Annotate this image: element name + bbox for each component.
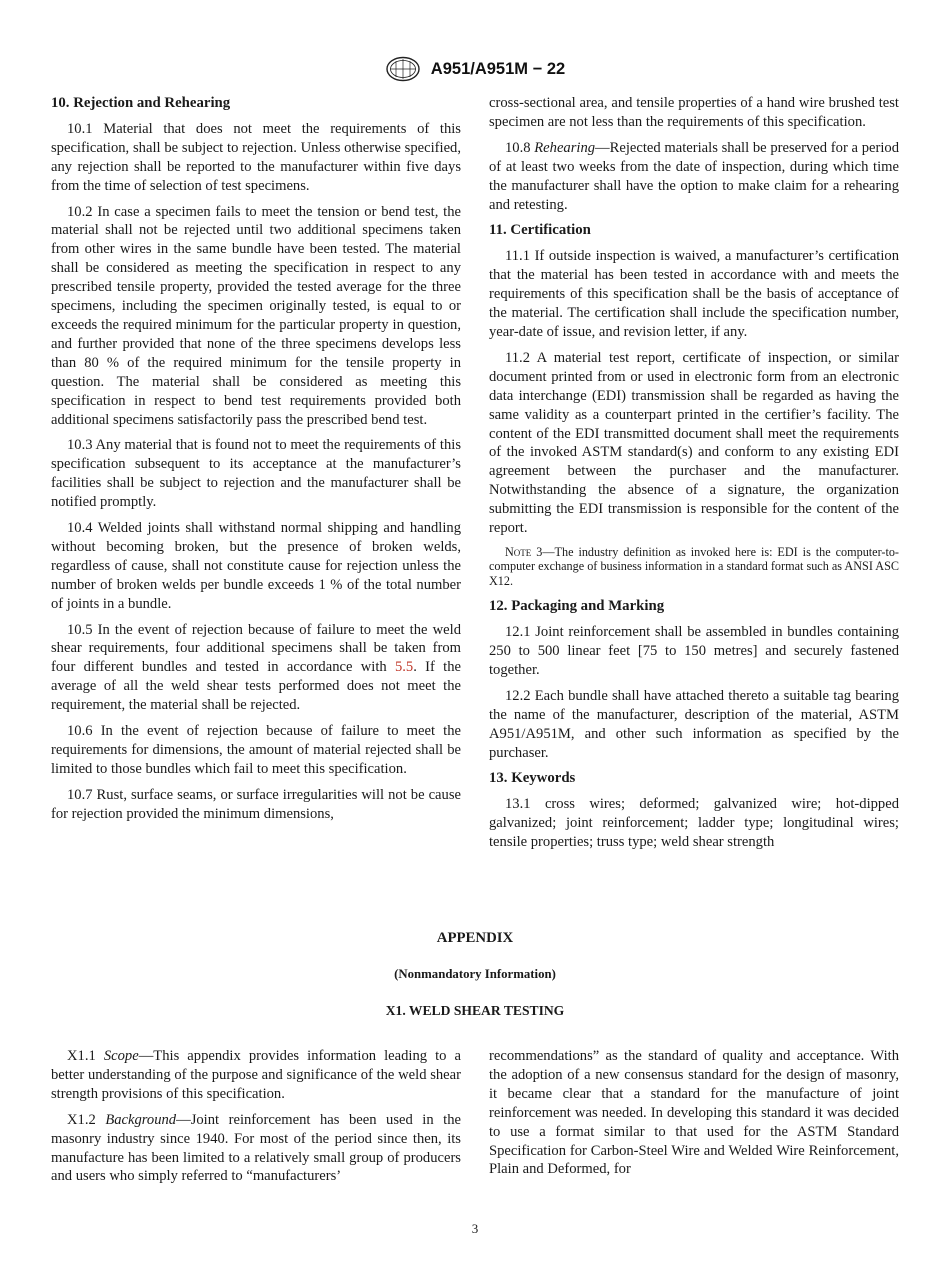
page-number: 3 (471, 1221, 479, 1236)
para-10-2: 10.2 In case a specimen fails to meet the tension or bend test, the material shall not be rejected until two additional specimens taken from other wires in the same bundle have been tested. The material shall be considered as meeting the specification in respect to any prescribed tensile property, provided the tested average for the three specimens, including the specimen originally tested, is equal to or exceeds the required minimum for the particular property in question, and further provided that none of the three specimens develops less than 80 % of the required minimum for the tensile property in question. The material shall be considered as meeting this specification in respect to bend test requirements provided both additional specimens satisfactorily pass the prescribed bend test. (51, 203, 461, 428)
para-10-4: 10.4 Welded joints shall withstand normal shipping and handling without becoming broken, but the presence of broken welds, regardless of cause, shall not constitute cause for rejection unless the number of broken welds per bundle exceeds 1 % of the total number of joints in a bundle. (51, 520, 461, 612)
left-column-top (51, 94, 461, 831)
document-designation: A951/A951M − 22 (430, 59, 566, 78)
appendix-title: APPENDIX (436, 930, 514, 946)
para-x1-1: X1.1 Scope—This appendix provides information leading to a better understanding of the purpose and significance of the weld shear strength provisions of this specification. (51, 1048, 461, 1102)
page-header (0, 56, 950, 82)
para-10-3: 10.3 Any material that is found not to meet the requirements of this specification subsequent to its acceptance at the manufacturer’s facilities shall be subject to rejection and the manufacturer shall be notified promptly. (51, 437, 461, 511)
para-10-6: 10.6 In the event of rejection because of failure to meet the requirements for dimensions, the amount of material rejected shall be limited to those bundles which fail to meet this specification. (51, 723, 461, 777)
para-12-1: 12.1 Joint reinforcement shall be assembled in bundles containing 250 to 500 linear feet [75 to 150 metres] and securely fastened together. (489, 624, 899, 678)
right-column-bottom (489, 1047, 899, 1186)
left-column-bottom (51, 1047, 461, 1193)
para-10-7-end: cross-sectional area, and tensile properties of a hand wire brushed test specimen are not less than the requirements of this specification. (489, 95, 899, 130)
para-13-1: 13.1 cross wires; deformed; galvanized wire; hot-dipped galvanized; joint reinforcement; ladder type; longitudinal wires; tensile properties; truss type; weld shear strength (489, 796, 899, 851)
para-10-8: 10.8 Rehearing—Rejected materials shall be preserved for a period of at least two weeks from the date of inspection, during which time the manufacturer shall have the option to make claim for a rehearing and retesting. (489, 139, 899, 213)
para-x1-2-end: recommendations” as the standard of quality and acceptance. With the adoption of a new consensus standard for the design of masonry, it became clear that a standard for the manufacture of joint reinforcement was needed. In developing this standard it was decided to use a format similar to that used for the ASTM Standard Specification for Carbon-Steel Wire and Welded Wire Reinforcement, Plain and Deformed, for (489, 1048, 899, 1178)
appendix-x1-heading: X1. WELD SHEAR TESTING (385, 1003, 565, 1018)
para-x1-2-start: X1.2 Background—Joint reinforcement has been used in the masonry industry since 1940. For most of the period since then, its manufacture has been limited to a relatively small group of producers and users who simply referred to “manufacturers’ (51, 1111, 461, 1185)
section-5-5-link[interactable]: 5.5 (394, 659, 414, 676)
note-3: Note 3—The industry definition as invoked here is: EDI is the computer-to-computer exchange of business information in a standard format such as ANSI ASC X12. (489, 544, 899, 588)
para-12-2: 12.2 Each bundle shall have attached thereto a suitable tag bearing the name of the manufacturer, description of the material, ASTM A951/A951M, and other such information as specified by the purchaser. (489, 687, 899, 761)
astm-logo-icon (385, 56, 421, 82)
para-11-2: 11.2 A material test report, certificate of inspection, or similar document printed from or used in electronic form from an electronic data interchange (EDI) transmission shall be regarded as having the same validity as a counterpart printed in the certifier’s facility. The content of the EDI transmitted document shall meet the requirements of the invoked ASTM standard(s) and conform to any existing EDI agreement between the purchaser and the manufacturer. Notwithstanding the absence of a signature, the organization submitting the EDI transmission is responsible for the content of the report. (489, 349, 899, 537)
para-10-1: 10.1 Material that does not meet the requirements of this specification, shall be subject to rejection. Unless otherwise specified, any rejection shall be reported to the manufacturer within five days from the time of selection of test specimens. (51, 120, 461, 194)
section-12-heading: 12. Packaging and Marking (489, 598, 665, 615)
para-11-1: 11.1 If outside inspection is waived, a manufacturer’s certification that the material has been tested in accordance with and meets the requirements of this specification shall be the basis of acceptance of the material. The certification shall include the specification number, year-date of issue, and revision letter, if any. (489, 248, 899, 340)
appendix-subtitle: (Nonmandatory Information) (394, 967, 556, 981)
section-13-heading: 13. Keywords (489, 770, 576, 787)
para-10-7-start: 10.7 Rust, surface seams, or surface irregularities will not be cause for rejection provided the minimum dimensions, (51, 786, 461, 822)
para-10-5: 10.5 In the event of rejection because of failure to meet the weld shear requirements, four additional specimens shall be taken from four different bundles and tested in accordance with 5.5. If the average of all the weld shear tests performed does not meet the requirement, the material shall be rejected. (51, 621, 461, 714)
right-column-top (489, 94, 899, 859)
section-10-heading: 10. Rejection and Rehearing (51, 95, 231, 111)
section-11-heading: 11. Certification (489, 222, 591, 239)
